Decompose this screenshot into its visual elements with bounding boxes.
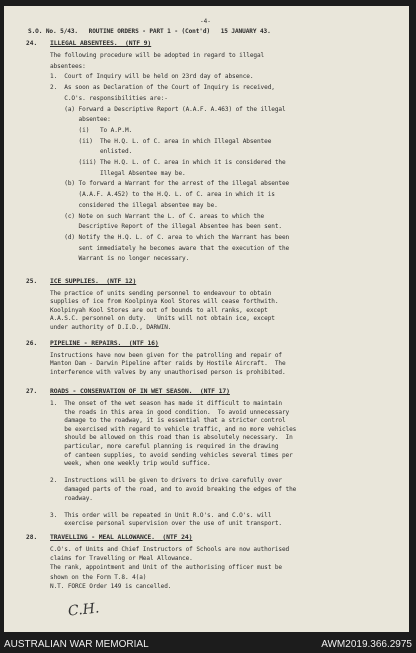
section-number: 28. [26, 534, 38, 541]
text-line: Instructions have now been given for the patrolling and repair of [50, 352, 282, 359]
text-line: Descriptive Report of the illegal Absentee has been sent. [50, 223, 282, 231]
text-line: sent immediately he becomes aware that the execution of the [50, 244, 290, 252]
footer-credit: AUSTRALIAN WAR MEMORIAL [4, 639, 149, 650]
text-line: shown on the Form T.8. 4(a) [50, 573, 147, 581]
text-line: 1. Court of Inquiry will be held on 23rd day of absence. [50, 73, 254, 81]
handwritten-initials: C.H. [67, 600, 101, 620]
text-line: absentee: [50, 116, 111, 124]
text-line: (ii) The H.Q. L. of C. area in which Illegal Absentee [50, 137, 272, 145]
section-heading: ICE SUPPLIES. (NTF 12) [50, 277, 137, 285]
text-line: The practice of units sending personnel to endeavour to obtain [50, 290, 272, 297]
text-line: The following procedure will be adopted in regard to illegal [50, 52, 265, 59]
text-line: Warrant is no longer necessary. [50, 255, 190, 263]
section-number: 24. [26, 40, 38, 47]
text-line: the roads in this area in good condition. To avoid unnecessary [50, 408, 290, 416]
text-line: Manton Dam - Darwin Pipeline after raids by Hostile Aircraft. The [50, 360, 286, 368]
text-line: 2. Instructions will be given to drivers to drive carefully over [50, 477, 282, 485]
text-line: absentees: [50, 62, 86, 70]
text-line: should be allowed on this road than is absolutely necessary. In [50, 434, 293, 442]
text-line: (a) Forward a Descriptive Report (A.A.F. A.463) of the illegal [50, 105, 286, 113]
text-line: interference with valves by any unauthorised person is prohibited. [50, 368, 286, 376]
document-page [4, 6, 409, 632]
text-line: 1. The onset of the wet season has made it difficult to maintain [50, 400, 282, 407]
text-line: damage to the roadway, it is essential that a stricter control [50, 417, 286, 425]
text-line: (i) To A.P.M. [50, 126, 133, 134]
section-number: 26. [26, 340, 38, 347]
section-heading: TRAVELLING - MEAL ALLOWANCE. (NTF 24) [50, 533, 193, 541]
section-number: 27. [26, 388, 38, 395]
footer-bar [0, 633, 416, 653]
order-header: S.O. No. 5/43. ROUTINE ORDERS - PART 1 - (Cont'd) 15 JANUARY 43. [28, 28, 271, 35]
text-line: claims for Travelling or Meal Allowance. [50, 555, 193, 563]
text-line: (c) Note on such Warrant the L. of C. areas to which the [50, 212, 265, 220]
text-line: roadway. [50, 494, 93, 502]
text-line: supplies of ice from Koolpinya Kool Stores will cease forthwith. [50, 298, 279, 306]
section-number: 25. [26, 278, 38, 285]
text-line: Koolpinyah Kool Stores are out of bounds to all ranks, except [50, 306, 268, 314]
page-number: -4- [200, 18, 211, 25]
text-line: considered the illegal absentee may be. [50, 201, 218, 209]
text-line: N.T. FORCE Order 149 is cancelled. [50, 582, 172, 590]
text-line: 3. This order will be repeated in Unit R.O's. and C.O's. will [50, 511, 272, 519]
text-line: exercise personal supervision over the use of unit transport. [50, 520, 282, 528]
text-line: enlisted. [50, 148, 133, 156]
text-line: Illegal Absentee may be. [50, 169, 186, 177]
text-line: of canteen supplies, to avoid sending vehicles several times per [50, 451, 293, 459]
text-line: 2. As soon as Declaration of the Court of Inquiry is received, [50, 84, 275, 92]
text-line: particular, more careful planning is required in the drawing [50, 443, 279, 450]
text-line: C.O's. of Units and Chief Instructors of Schools are now authorised [50, 546, 290, 553]
text-line: C.O's. responsibilities are:- [50, 94, 168, 102]
text-line: The rank, appointment and Unit of the authorising officer must be [50, 564, 282, 572]
text-line: (A.A.F. A.452) to the H.Q. L. of C. area in which it is [50, 191, 275, 199]
section-heading: PIPELINE - REPAIRS. (NTF 16) [50, 339, 159, 347]
text-line: (d) Notify the H.Q. L. of C. area to which the Warrant has been [50, 233, 290, 241]
text-line: (b) To forward a Warrant for the arrest of the illegal absentee [50, 180, 290, 188]
section-heading: ROADS - CONSERVATION OF IN WET SEASON. (NTF 17) [50, 387, 230, 395]
text-line: A.A.S.C. personnel on duty. Units will not obtain ice, except [50, 315, 275, 323]
section-heading: ILLEGAL ABSENTEES. (NTF 9) [50, 39, 152, 47]
text-line: week, when one weekly trip would suffice. [50, 460, 211, 468]
text-line: be exercised with regard to vehicle traffic, and no more vehicles [50, 425, 297, 433]
text-line: (iii) The H.Q. L. of C. area in which it is considered the [50, 159, 286, 166]
text-line: damaged parts of the road, and to avoid breaking the edges of the [50, 486, 297, 493]
text-line: under authority of D.I.D., DARWIN. [50, 323, 172, 331]
footer-accession-number: AWM2019.366.2975 [321, 639, 412, 650]
